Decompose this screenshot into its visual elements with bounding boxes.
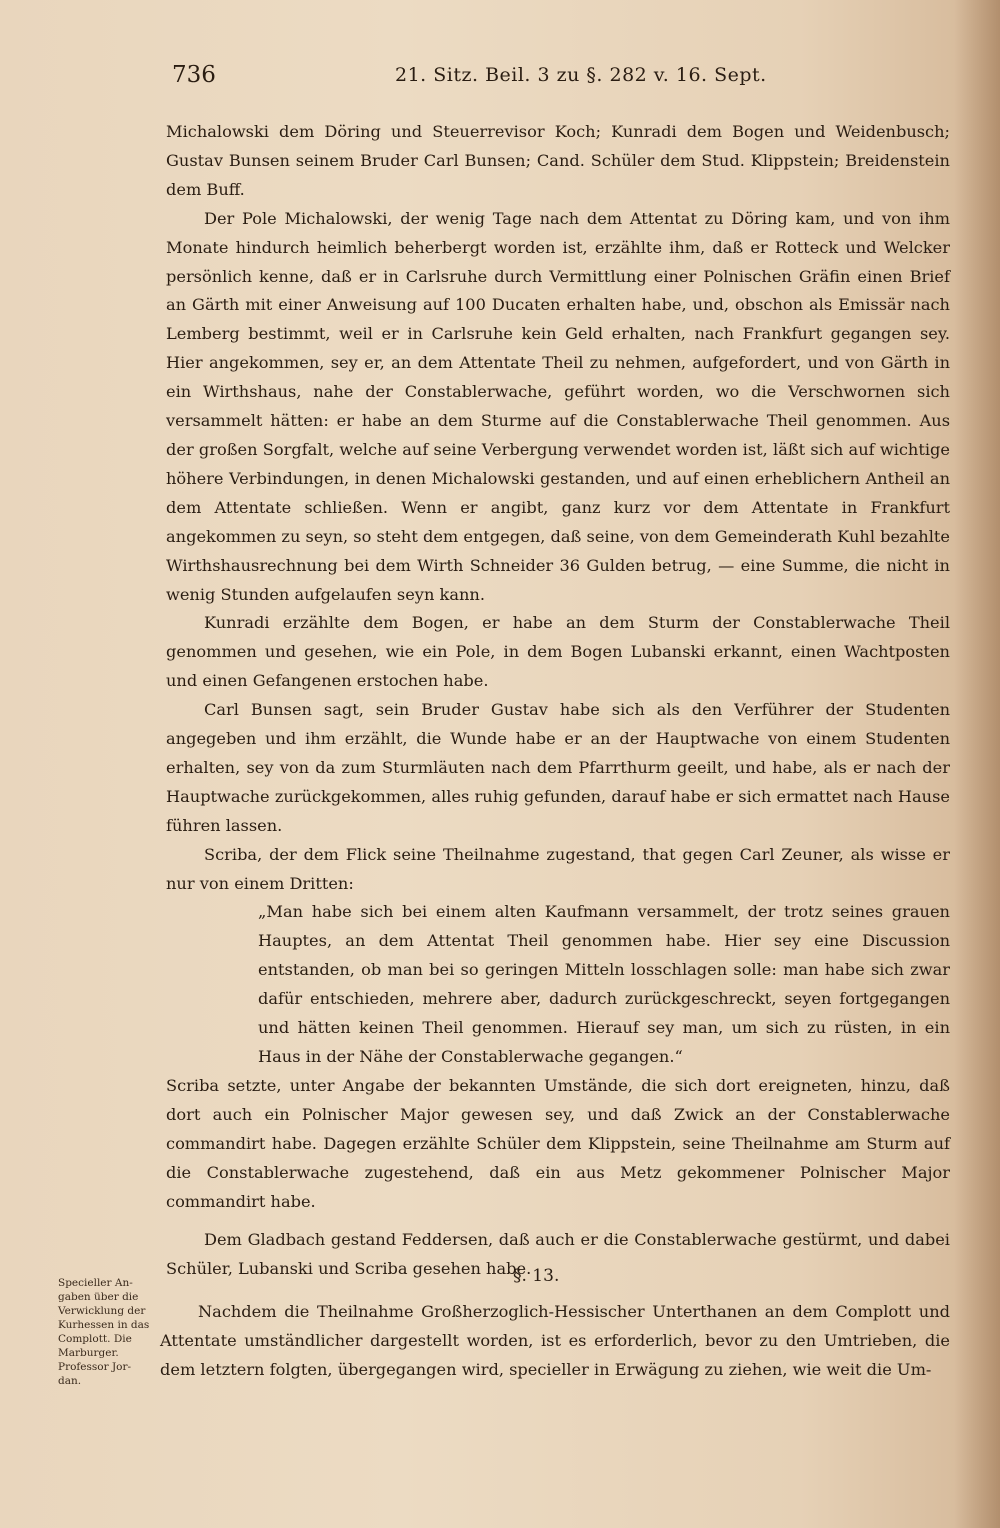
paragraph-6: Scriba setzte, unter Angabe der bekannten Umstände, die sich dort ereigneten, hinzu, daß dort auch ein Polnischer Major gewesen sey, und daß Zwick an der Constablerwache commandirt habe. Dagegen erzählte Schüler dem Klippstein, seine Theilnahme am Sturm auf die Constablerwache zugestehend, daß ein aus Metz gekommener Polnischer Major commandirt habe. (166, 1075, 950, 1211)
paragraph-2: Der Pole Michalowski, der wenig Tage nach dem Attentat zu Döring kam, und von ihm Monate hindurch heimlich beherbergt worden ist, erzählte ihm, daß er Rotteck und Welcker persönlich kenne, daß er in Carlsruhe durch Vermittlung einer Polnischen Gräfin einen Brief an Gärth mit einer Anweisung auf 100 Ducaten erhalten habe, und, obschon als Emissär nach Lemberg bestimmt, weil er in Carlsruhe kein Geld erhalten, nach Frankfurt gegangen sey. Hier angekommen, sey er, an dem Attentate Theil zu nehmen, aufgefordert, und von Gärth in ein Wirthshaus, nahe der Constablerwache, geführt worden, wo die Verschwornen sich versammelt hätten: er habe an dem Sturme auf die Constablerwache Theil genommen. Aus der großen Sorgfalt, welche auf seine Verbergung verwendet worden ist, läßt sich auf wichtige höhere Verbindungen, in denen Michalowski gestanden, und auf einen erheblichern Antheil an dem Attentate schließen. Wenn er angibt, ganz kurz vor dem Attentate in Frankfurt angekommen zu seyn, so steht dem entgegen, daß seine, von dem Gemeinderath Kuhl bezahlte Wirthshausrechnung bei dem Wirth Schneider 36 Gulden betrug, — eine Summe, die nicht in wenig Stunden aufgelaufen seyn kann. (166, 208, 950, 604)
running-head: 21. Sitz. Beil. 3 zu §. 282 v. 16. Sept. (395, 64, 767, 86)
page-header (0, 62, 1000, 102)
page-number: 736 (172, 62, 216, 88)
section-number: §. 13. (513, 1266, 560, 1286)
section-paragraph: Nachdem die Theilnahme Großherzoglich-Hessischer Unterthanen an dem Complott und Attentate umständlicher dargestellt worden, ist es erforderlich, bevor zu den Umtrieben, die dem letztern folgten, übergegangen wird, specieller in Erwägung zu ziehen, wie weit die Um- (160, 1302, 950, 1379)
margin-note-line: Kurhessen in das (58, 1319, 150, 1331)
paragraph-3: Kunradi erzählte dem Bogen, er habe an dem Sturm der Constablerwache Theil genommen und gesehen, wie ein Pole, in dem Bogen Lubanski erkannt, einen Wachtposten und einen Gefangenen erstochen habe. (166, 613, 950, 691)
margin-note-line: Verwicklung der (58, 1305, 146, 1317)
margin-note (58, 1276, 154, 1388)
section-text (160, 1298, 950, 1385)
page-edge-shadow (954, 0, 1000, 1528)
margin-note-line: Professor Jor- (58, 1361, 132, 1373)
margin-note-line: gaben über die (58, 1291, 139, 1303)
paragraph-4: Carl Bunsen sagt, sein Bruder Gustav habe sich als den Verführer der Studenten angegeben und ihm erzählt, die Wunde habe er an der Hauptwache von einem Studenten erhalten, sey von da zum Sturmläuten nach dem Pfarrthurm geeilt, und habe, als er nach der Hauptwache zurückgekommen, alles ruhig gefunden, darauf habe er sich ermattet nach Hause führen lassen. (166, 700, 950, 835)
paragraph-5: Scriba, der dem Flick seine Theilnahme zugestand, that gegen Carl Zeuner, als wisse er nur von einem Dritten: (166, 844, 950, 893)
margin-note-line: dan. (58, 1375, 82, 1387)
paragraph-1: Michalowski dem Döring und Steuerrevisor Koch; Kunradi dem Bogen und Weidenbusch; Gustav Bunsen seinem Bruder Carl Bunsen; Cand. Schüler dem Stud. Klippstein; Breidenstein dem Buff. (166, 122, 950, 199)
paragraph-7: Dem Gladbach gestand Feddersen, daß auch er die Constablerwache gestürmt, und dabei Schüler, Lubanski und Scriba gesehen habe. (166, 1230, 950, 1279)
quoted-passage: „Man habe sich bei einem alten Kaufmann versammelt, der trotz seines grauen Hauptes, an dem Attentat Theil genommen habe. Hier sey eine Discussion entstanden, ob man bei so geringen Mitteln losschlagen solle: man habe sich zwar dafür entschieden, mehrere aber, dadurch zurückgeschreckt, seyen fortgegangen und hätten keinen Theil genommen. Hierauf sey man, um sich zu rüsten, in ein Haus in der Nähe der Constablerwache gegangen.“ (258, 902, 950, 1066)
margin-note-line: Complott. Die (58, 1333, 132, 1345)
margin-note-line: Marburger. (58, 1347, 119, 1359)
main-text (166, 118, 950, 1284)
margin-note-line: Specieller An- (58, 1277, 133, 1289)
